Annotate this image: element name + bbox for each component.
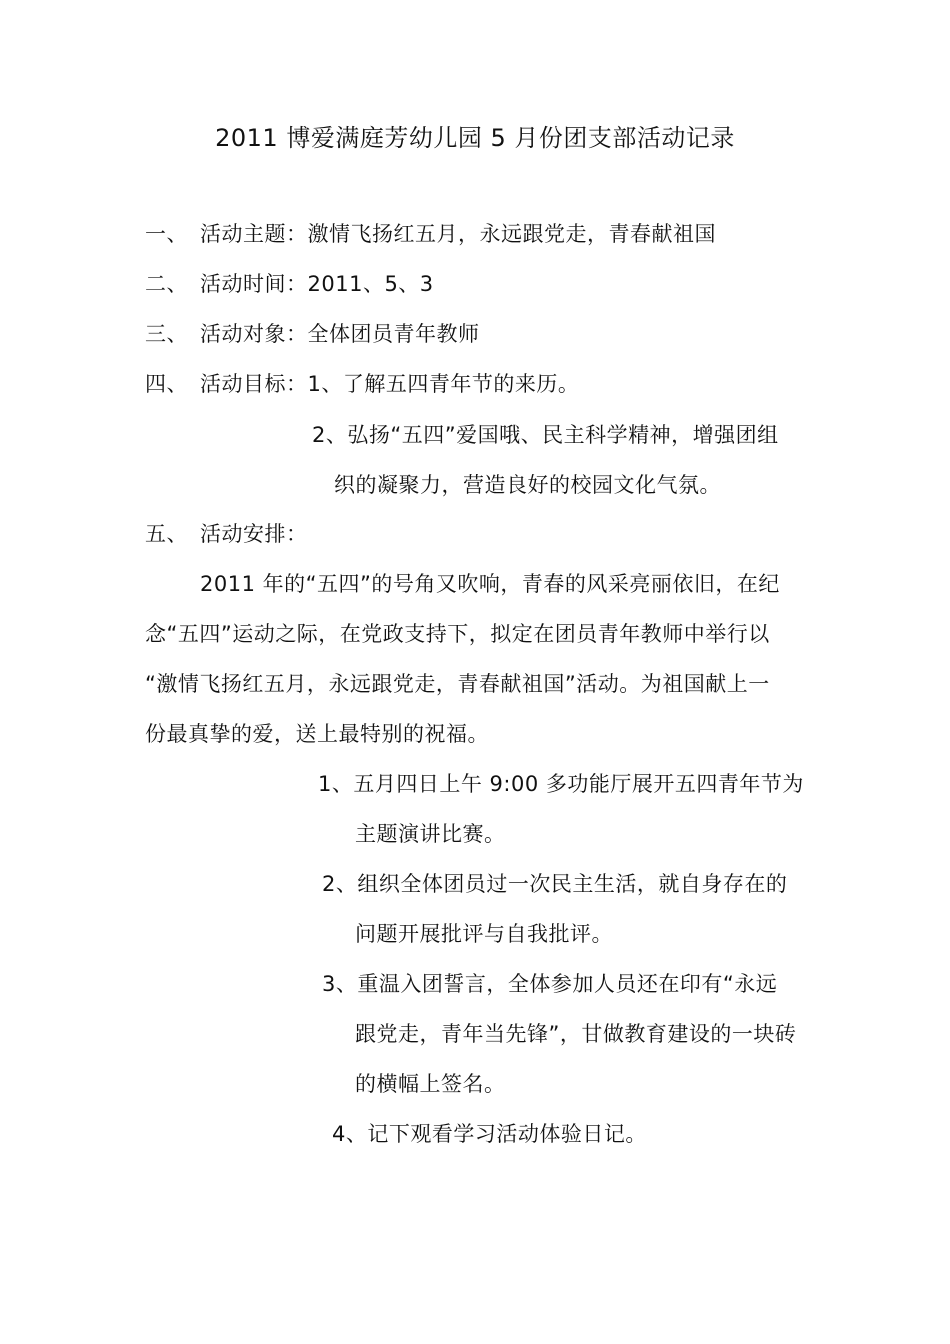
section-2-number: 二、 [145,272,188,296]
item-1-line-2: 主题演讲比赛。 [355,822,506,846]
item-4-line-1: 4、记下观看学习活动体验日记。 [332,1122,647,1146]
section-4-text: 活动目标：1、了解五四青年节的来历。 [200,372,580,396]
paragraph-line: “激情飞扬红五月，永远跟党走，青春献祖国”活动。为祖国献上一 [145,672,770,696]
section-4-number: 四、 [145,372,188,396]
item-3-line-3: 的横幅上签名。 [355,1072,506,1096]
item-3-line-2: 跟党走，青年当先锋”，甘做教育建设的一块砖 [355,1022,797,1046]
document-title: 2011 博爱满庭芳幼儿园 5 月份团支部活动记录 [215,124,735,152]
section-2-text: 活动时间：2011、5、3 [200,272,434,296]
section-5-number: 五、 [145,522,188,546]
section-1-text: 活动主题：激情飞扬红五月，永远跟党走，青春献祖国 [200,222,716,246]
item-3-line-1: 3、重温入团誓言，全体参加人员还在印有“永远 [322,972,778,996]
item-2-line-2: 问题开展批评与自我批评。 [355,922,613,946]
item-1-line-1: 1、五月四日上午 9:00 多功能厅展开五四青年节为 [318,772,804,796]
section-3-text: 活动对象：全体团员青年教师 [200,322,480,346]
item-2-line-1: 2、组织全体团员过一次民主生活，就自身存在的 [322,872,788,896]
section-1-number: 一、 [145,222,188,246]
paragraph-line: 份最真挚的爱，送上最特别的祝福。 [145,722,489,746]
paragraph-line: 2011 年的“五四”的号角又吹响，青春的风采亮丽依旧，在纪 [200,572,780,596]
section-5-text: 活动安排： [200,522,308,546]
goal-2-line-1: 2、弘扬“五四”爱国哦、民主科学精神，增强团组 [312,423,779,447]
section-3-number: 三、 [145,322,188,346]
paragraph-line: 念“五四”运动之际，在党政支持下，拟定在团员青年教师中举行以 [145,622,770,646]
goal-2-line-2: 织的凝聚力，营造良好的校园文化气氛。 [334,473,721,497]
